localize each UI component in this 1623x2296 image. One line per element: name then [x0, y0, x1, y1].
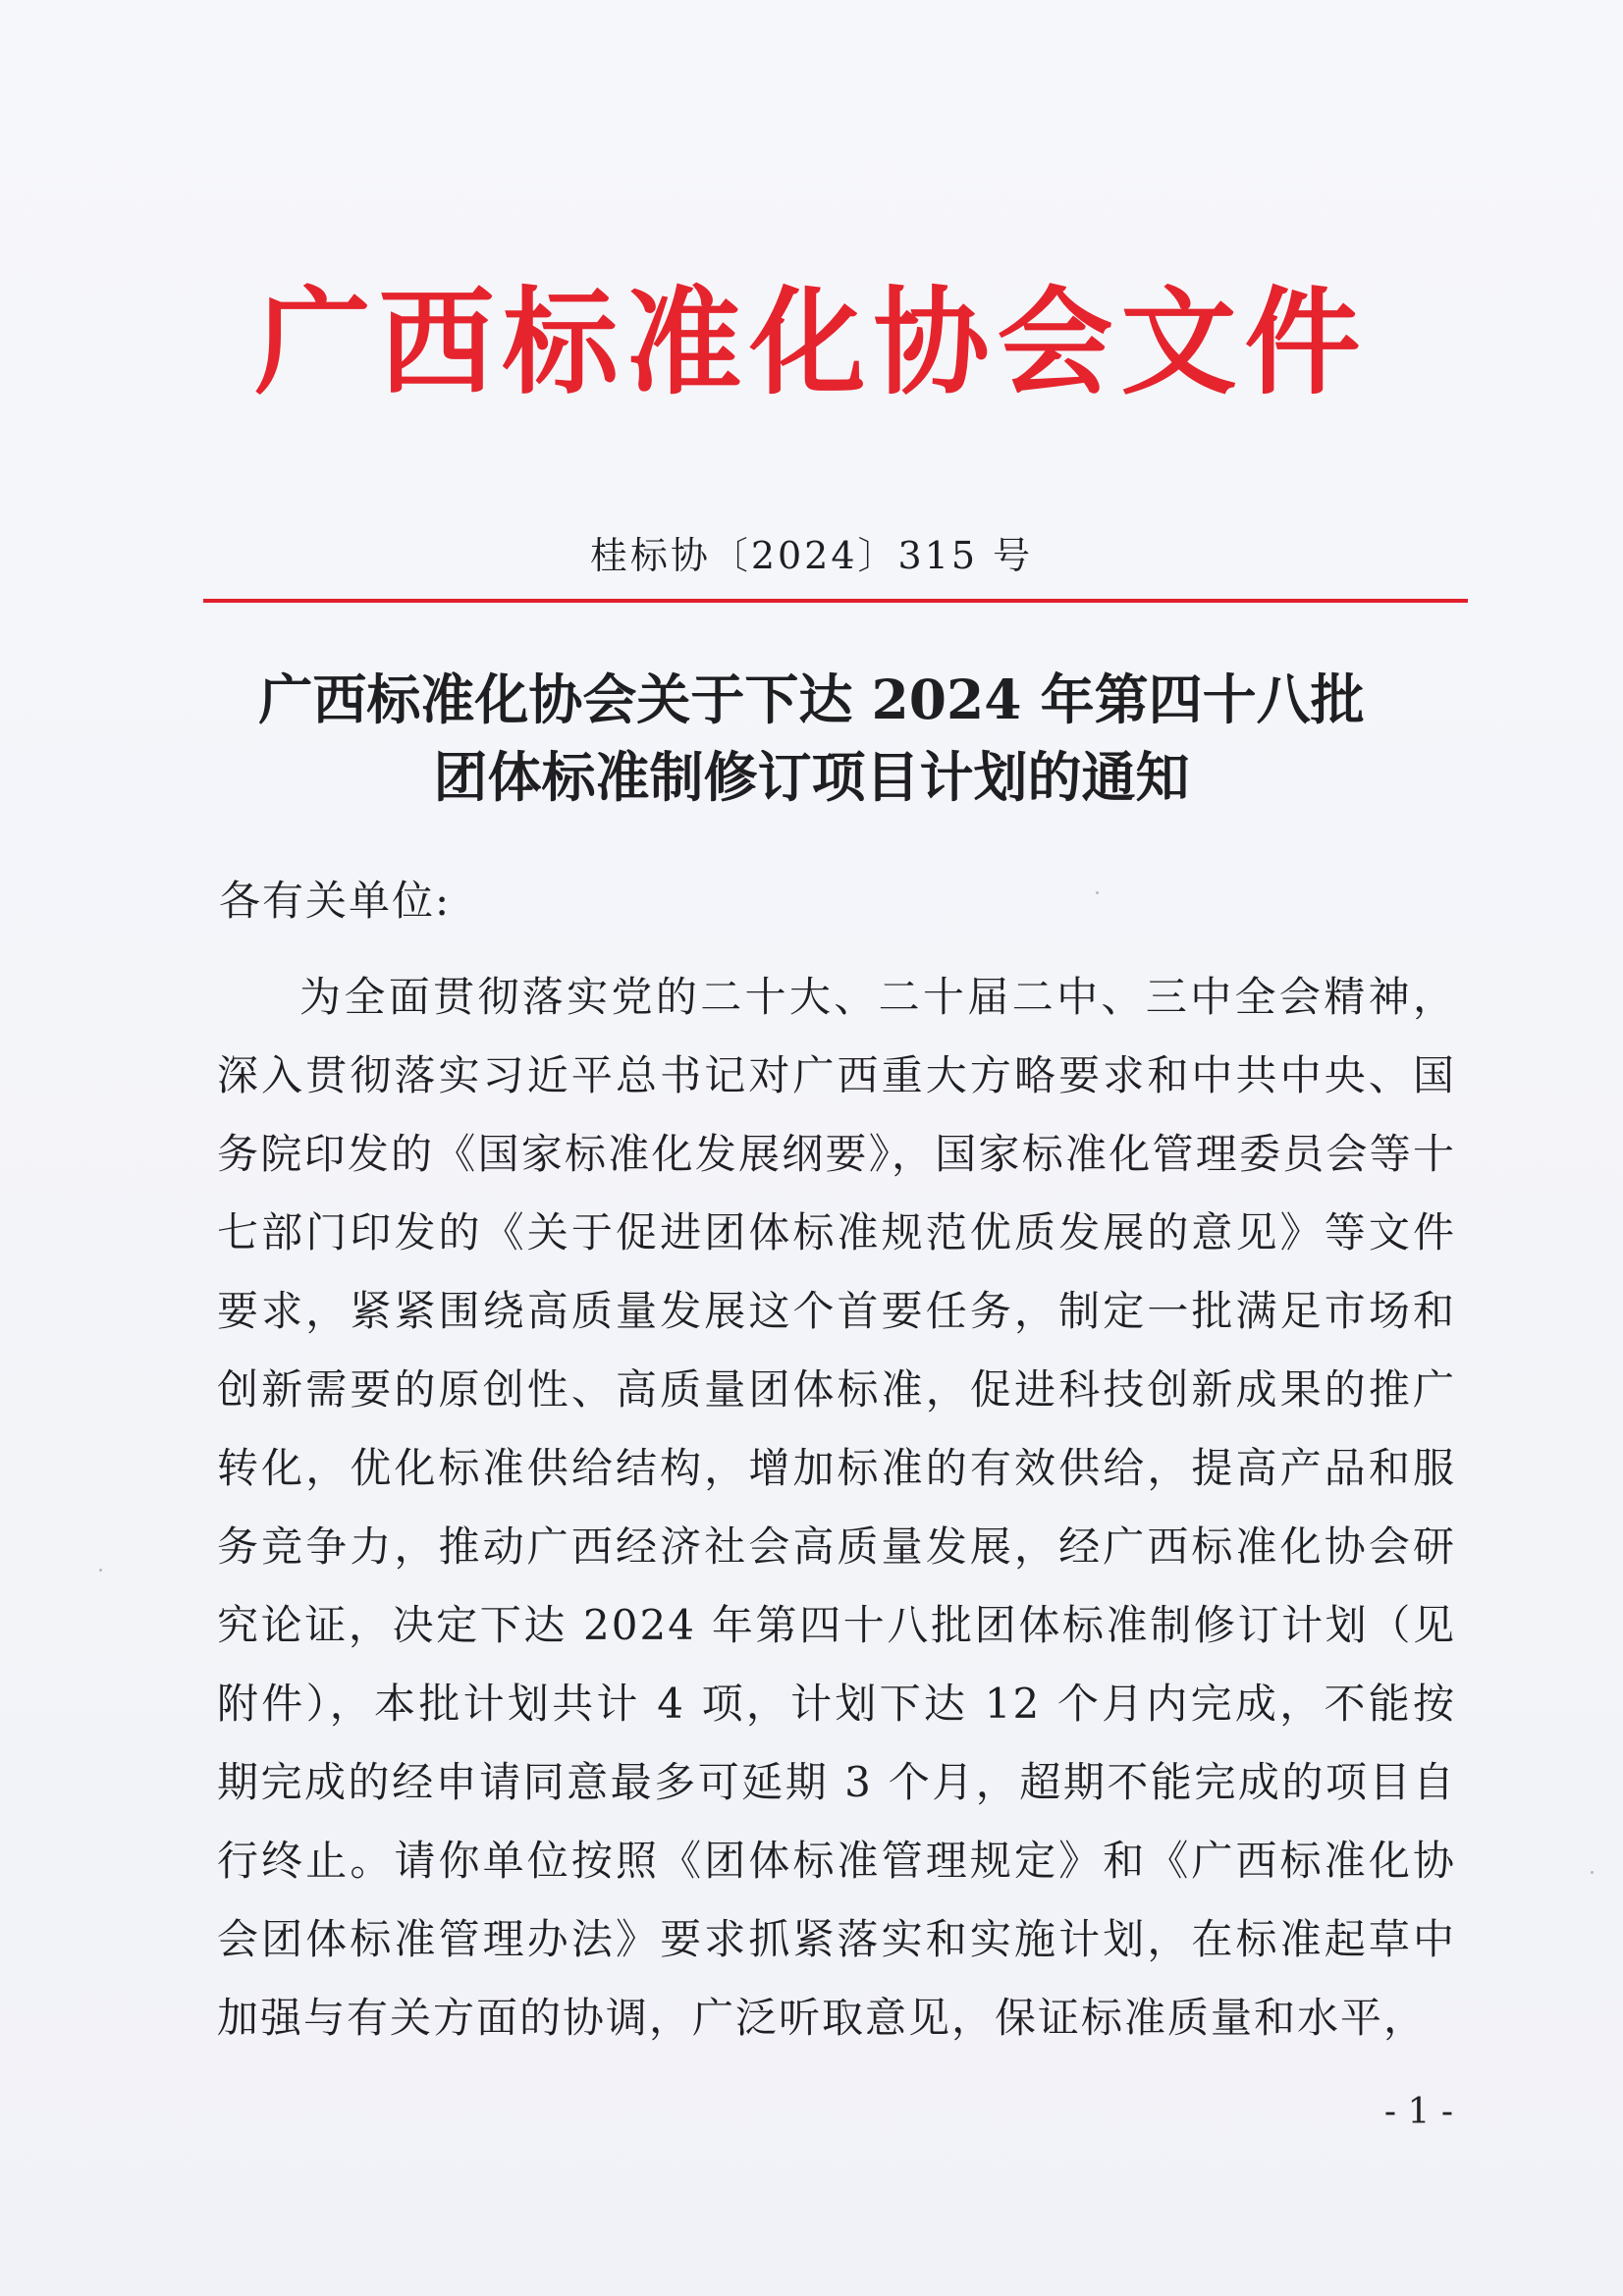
notice-title-line-1: 广西标准化协会关于下达 2024 年第四十八批: [258, 667, 1365, 731]
notice-title: [147, 661, 1476, 816]
red-divider: [203, 599, 1468, 603]
addressee: 各有关单位:: [219, 877, 452, 925]
scan-speck: [1591, 1871, 1594, 1874]
organization-header: 广西标准化协会文件: [254, 274, 1369, 410]
scan-speck: [1096, 891, 1099, 894]
document-number: 桂标协〔2024〕315 号: [589, 534, 1034, 577]
notice-body: 为全面贯彻落实党的二十大、二十届二中、三中全会精神，深入贯彻落实习近平总书记对广西重大方略要求和中共中央、国务院印发的《国家标准化发展纲要》，国家标准化管理委员会等十七部门印发的《关于促进团体标准规范优质发展的意见》等文件要求，紧紧围绕高质量发展这个首要任务，制定一批满足市场和创新需要的原创性、高质量团体标准，促进科技创新成果的推广转化，优化标准供给结构，增加标准的有效供给，提高产品和服务竞争力，推动广西经济社会高质量发展，经广西标准化协会研究论证，决定下达 2024 年第四十八批团体标准制修订计划（见附件），本批计划共计 4 项，计划下达 12 个月内完成，不能按期完成的经申请同意最多可延期 3 个月，超期不能完成的项目自行终止。请你单位按照《团体标准管理规定》和《广西标准化协会团体标准管理办法》要求抓紧落实和实施计划，在标准起草中加强与有关方面的协调，广泛听取意见，保证标准质量和水平，: [217, 973, 1456, 2042]
page-number: - 1 -: [1383, 2092, 1453, 2132]
scan-speck: [99, 1569, 102, 1572]
notice-title-line-2: 团体标准制修订项目计划的通知: [433, 745, 1190, 809]
